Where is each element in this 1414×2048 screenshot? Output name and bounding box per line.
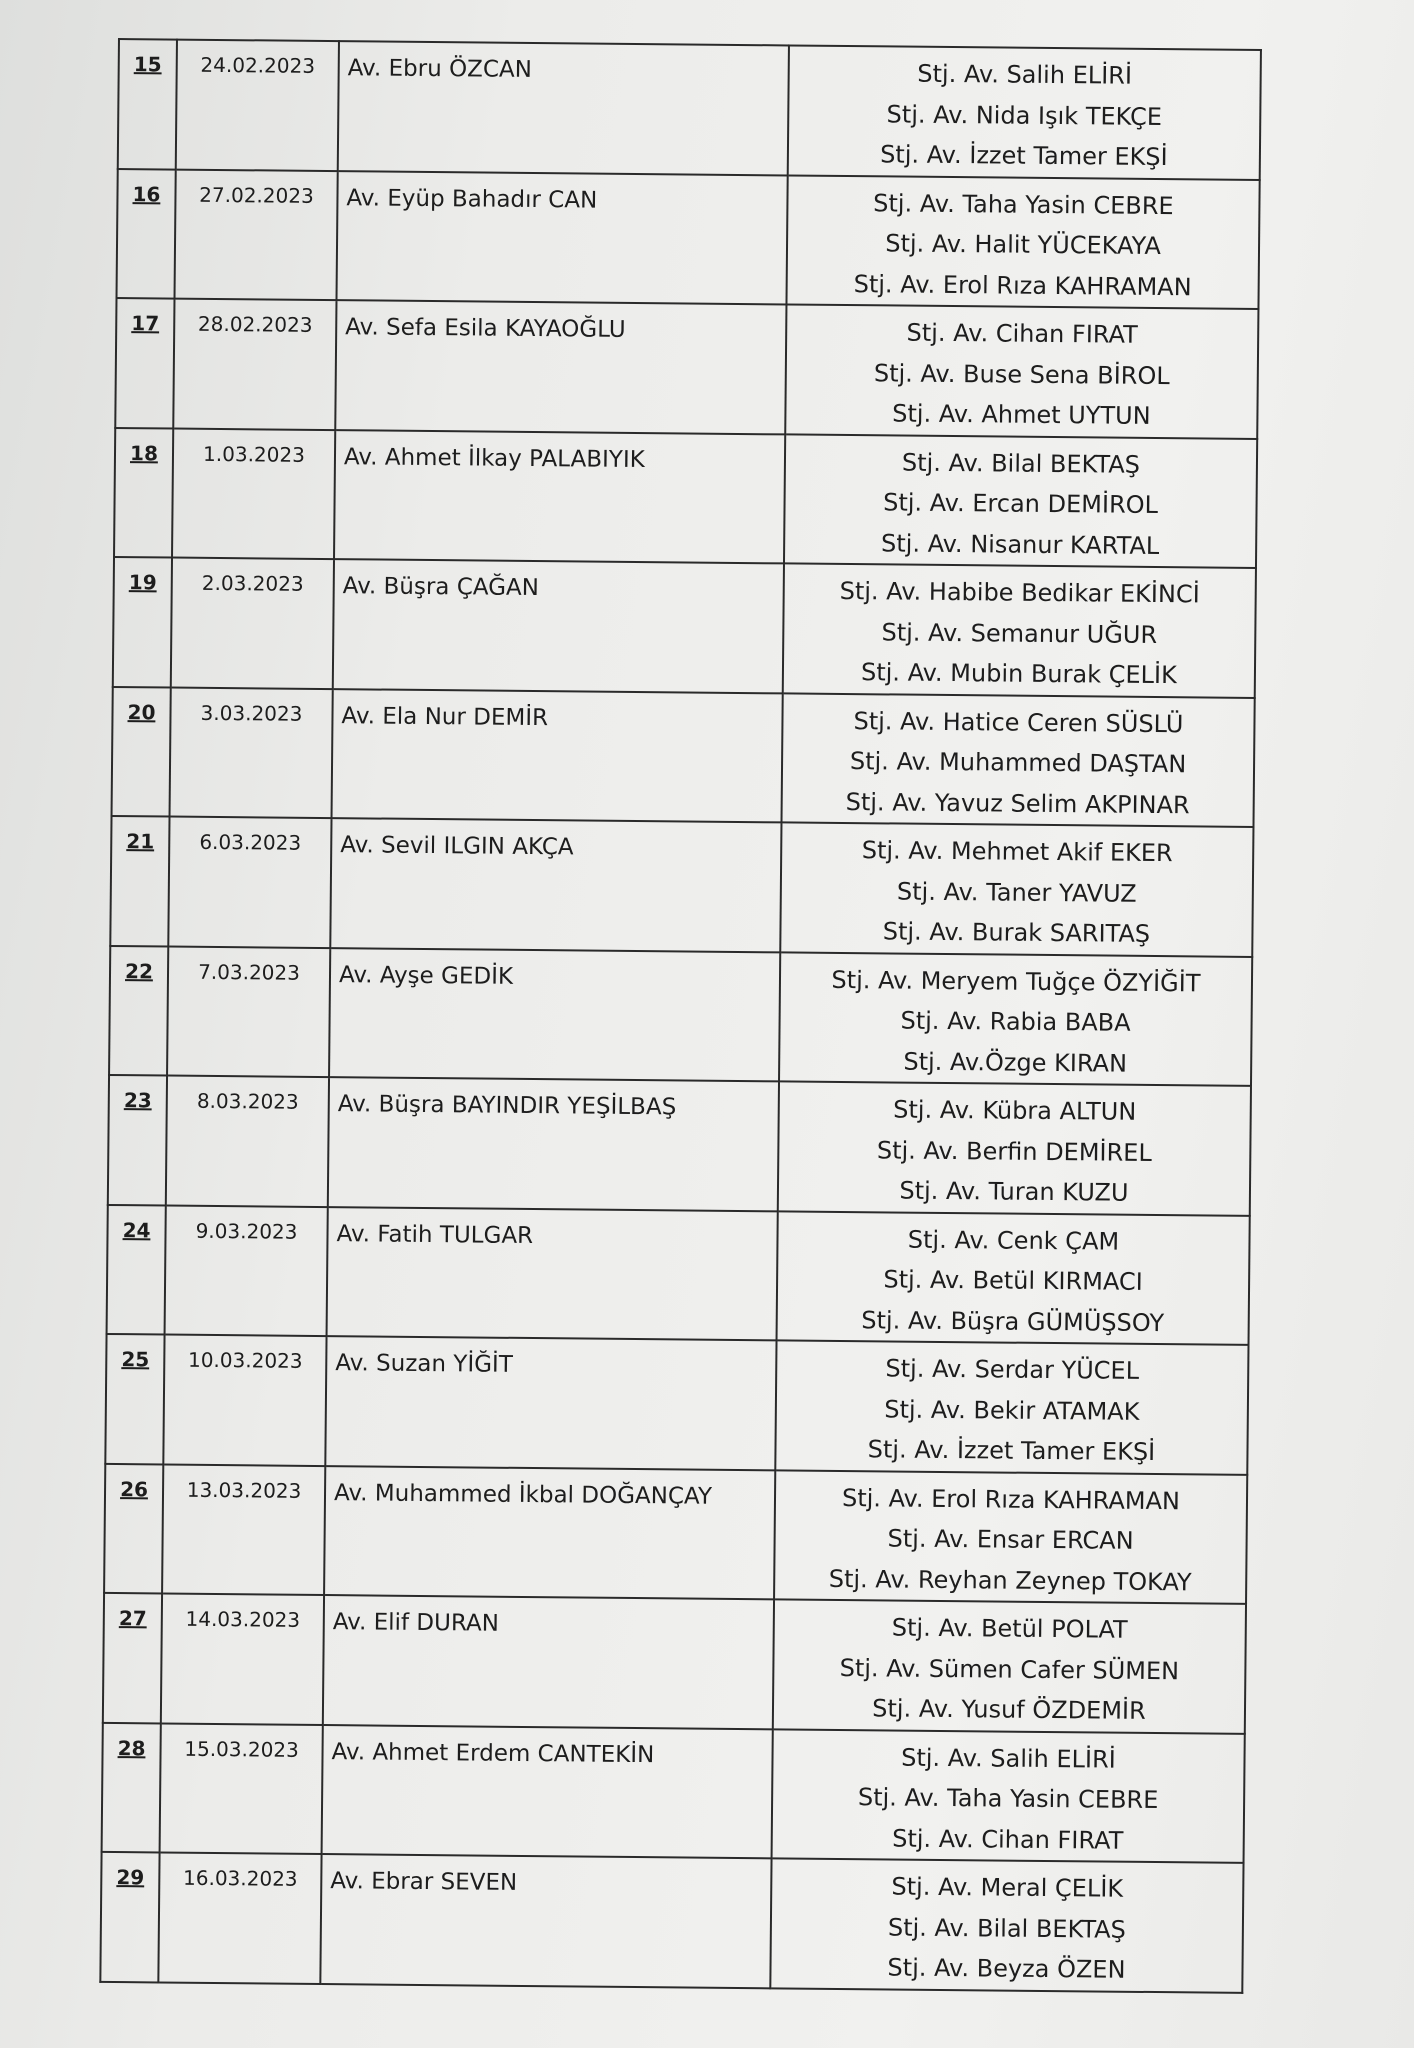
lawyer-cell xyxy=(333,559,784,693)
lawyer-cell xyxy=(327,1207,778,1341)
interns-cell xyxy=(770,1858,1243,1992)
intern-name: Stj. Av. Taha Yasin CEBRE xyxy=(857,1783,1159,1815)
date-cell xyxy=(173,299,336,430)
row-number: 29 xyxy=(116,1865,145,1890)
date-cell xyxy=(165,1205,328,1336)
lawyer-cell xyxy=(329,948,780,1082)
lawyer-cell xyxy=(322,1725,773,1859)
interns-cell xyxy=(774,1470,1247,1604)
lawyer-cell xyxy=(324,1466,775,1600)
intern-name: Stj. Av. Ensar ERCAN xyxy=(887,1524,1134,1555)
row-number-cell xyxy=(117,169,176,299)
row-number: 15 xyxy=(133,52,162,77)
lawyer-cell xyxy=(334,430,785,564)
interns-cell xyxy=(772,1729,1245,1863)
interns-cell xyxy=(775,1340,1248,1474)
lawyer-name: Av. Muhammed İkbal DOĞANÇAY xyxy=(333,1479,713,1510)
intern-name: Stj. Av. Bekir ATAMAK xyxy=(884,1394,1140,1426)
intern-list xyxy=(773,1730,1244,1862)
lawyer-name: Av. Elif DURAN xyxy=(332,1609,500,1637)
table-row xyxy=(118,39,1261,179)
intern-name: Stj. Av.Özge KIRAN xyxy=(903,1047,1128,1078)
date-cell xyxy=(160,1723,323,1854)
intern-name: Stj. Av. Nisanur KARTAL xyxy=(880,528,1160,560)
intern-name: Stj. Av. Kübra ALTUN xyxy=(893,1095,1137,1126)
row-number-cell xyxy=(109,945,168,1075)
intern-list xyxy=(783,694,1254,826)
intern-name: Stj. Av. Betül POLAT xyxy=(891,1613,1128,1644)
intern-name: Stj. Av. Burak SARITAŞ xyxy=(882,917,1151,948)
duty-date: 28.02.2023 xyxy=(197,311,313,337)
date-cell xyxy=(166,1076,329,1207)
intern-name: Stj. Av. İzzet Tamer EKŞİ xyxy=(880,140,1168,172)
row-number: 25 xyxy=(121,1347,150,1372)
interns-cell xyxy=(784,434,1257,568)
intern-name: Stj. Av. Serdar YÜCEL xyxy=(885,1354,1140,1385)
lawyer-name: Av. Büşra ÇAĞAN xyxy=(342,573,540,602)
lawyer-name: Av. Ebru ÖZCAN xyxy=(347,55,533,83)
lawyer-cell xyxy=(338,41,789,175)
intern-name: Stj. Av. Bilal BEKTAŞ xyxy=(901,448,1141,479)
date-cell xyxy=(171,558,334,689)
row-number: 18 xyxy=(129,440,159,465)
intern-name: Stj. Av. Meral ÇELİK xyxy=(891,1872,1124,1903)
intern-name: Stj. Av. Nida Işık TEKÇE xyxy=(886,99,1163,131)
duty-date: 8.03.2023 xyxy=(196,1088,299,1114)
row-number: 17 xyxy=(131,311,160,336)
row-number-cell xyxy=(107,1204,166,1334)
intern-name: Stj. Av. Yavuz Selim AKPINAR xyxy=(845,787,1190,819)
intern-name: Stj. Av. Erol Rıza KAHRAMAN xyxy=(853,269,1192,301)
intern-name: Stj. Av. Sümen Cafer SÜMEN xyxy=(839,1653,1180,1685)
intern-name: Stj. Av. Cihan FIRAT xyxy=(906,318,1138,349)
row-number-cell xyxy=(105,1334,164,1464)
date-cell xyxy=(163,1335,326,1466)
lawyer-name: Av. Ela Nur DEMİR xyxy=(341,702,549,731)
intern-name: Stj. Av. Mubin Burak ÇELİK xyxy=(860,658,1177,690)
table-row xyxy=(112,686,1255,826)
intern-name: Stj. Av. Büşra GÜMÜŞSOY xyxy=(861,1305,1165,1337)
interns-cell xyxy=(777,1211,1250,1345)
intern-list xyxy=(789,46,1260,178)
lawyer-name: Av. Fatih TULGAR xyxy=(336,1220,534,1249)
intern-name: Stj. Av. Salih ELİRİ xyxy=(901,1743,1116,1774)
intern-list xyxy=(774,1600,1245,1732)
intern-list xyxy=(780,953,1251,1085)
intern-name: Stj. Av. Habibe Bedikar EKİNCİ xyxy=(839,576,1200,609)
table-row xyxy=(100,1852,1243,1992)
row-number-cell xyxy=(102,1722,161,1852)
table-row xyxy=(109,945,1252,1085)
date-cell xyxy=(172,428,335,559)
row-number: 21 xyxy=(126,829,155,854)
table-row xyxy=(107,1204,1250,1344)
intern-name: Stj. Av. Taner YAVUZ xyxy=(896,877,1137,908)
interns-cell xyxy=(778,1081,1251,1215)
intern-name: Stj. Av. Halit YÜCEKAYA xyxy=(885,229,1161,261)
row-number-cell xyxy=(113,557,172,687)
row-number-cell xyxy=(100,1852,159,1982)
intern-name: Stj. Av. Bilal BEKTAŞ xyxy=(887,1912,1126,1944)
lawyer-cell xyxy=(325,1336,776,1470)
lawyer-name: Av. Ayşe GEDİK xyxy=(338,961,514,990)
intern-list xyxy=(787,176,1258,308)
table-row xyxy=(103,1593,1246,1733)
intern-list xyxy=(776,1341,1247,1473)
table-row xyxy=(114,427,1257,567)
table-row xyxy=(115,298,1258,438)
intern-name: Stj. Av. İzzet Tamer EKŞİ xyxy=(867,1435,1156,1467)
row-number: 26 xyxy=(120,1476,149,1501)
row-number-cell xyxy=(112,686,171,816)
lawyer-name: Av. Sefa Esila KAYAOĞLU xyxy=(345,314,626,343)
duty-date: 1.03.2023 xyxy=(202,441,306,467)
row-number: 16 xyxy=(132,181,161,206)
intern-name: Stj. Av. Mehmet Akif EKER xyxy=(861,836,1173,868)
interns-cell xyxy=(773,1599,1246,1733)
intern-name: Stj. Av. Salih ELİRİ xyxy=(917,59,1133,90)
date-cell xyxy=(158,1852,321,1983)
table-row xyxy=(108,1075,1251,1215)
date-cell xyxy=(161,1593,324,1724)
intern-name: Stj. Av. Hatice Ceren SÜSLÜ xyxy=(853,706,1184,738)
date-cell xyxy=(170,687,333,818)
row-number: 22 xyxy=(125,958,154,983)
interns-cell xyxy=(780,822,1253,956)
table-row xyxy=(105,1334,1248,1474)
table-row xyxy=(104,1463,1247,1603)
date-cell xyxy=(167,946,330,1077)
intern-name: Stj. Av. Berfin DEMİREL xyxy=(876,1135,1152,1167)
lawyer-cell xyxy=(323,1595,774,1729)
table-row xyxy=(113,557,1256,697)
intern-name: Stj. Av. Meryem Tuğçe ÖZYİĞİT xyxy=(831,965,1201,997)
interns-cell xyxy=(788,45,1261,179)
lawyer-name: Av. Ahmet Erdem CANTEKİN xyxy=(331,1738,655,1768)
row-number-cell xyxy=(103,1593,162,1723)
duty-date: 10.03.2023 xyxy=(187,1347,303,1373)
table-row xyxy=(102,1722,1245,1862)
intern-list xyxy=(775,1471,1246,1603)
duty-date: 7.03.2023 xyxy=(198,959,301,985)
lawyer-name: Av. Ebrar SEVEN xyxy=(330,1868,518,1896)
duty-date: 2.03.2023 xyxy=(201,570,304,596)
table-row xyxy=(110,816,1253,956)
duty-date: 9.03.2023 xyxy=(195,1218,298,1244)
row-number: 27 xyxy=(118,1606,147,1631)
intern-list xyxy=(778,1212,1249,1344)
duty-roster-table xyxy=(99,38,1262,1993)
date-cell xyxy=(162,1464,325,1595)
table-row xyxy=(117,169,1260,309)
intern-name: Stj. Av. Reyhan Zeynep TOKAY xyxy=(828,1564,1192,1596)
intern-name: Stj. Av. Cihan FIRAT xyxy=(892,1824,1124,1855)
date-cell xyxy=(176,40,339,171)
lawyer-cell xyxy=(328,1077,779,1211)
lawyer-cell xyxy=(320,1854,771,1988)
date-cell xyxy=(175,169,338,300)
duty-date: 6.03.2023 xyxy=(199,829,302,855)
duty-date: 3.03.2023 xyxy=(200,700,303,726)
row-number-cell xyxy=(115,298,174,428)
intern-name: Stj. Av. Cenk ÇAM xyxy=(907,1225,1120,1256)
intern-name: Stj. Av. Ercan DEMİROL xyxy=(883,488,1159,520)
duty-date: 24.02.2023 xyxy=(200,52,316,78)
roster-body xyxy=(100,39,1261,1992)
intern-list xyxy=(771,1859,1242,1991)
row-number-cell xyxy=(110,816,169,946)
duty-date: 27.02.2023 xyxy=(199,182,314,208)
row-number-cell xyxy=(118,39,177,169)
lawyer-cell xyxy=(335,300,786,434)
intern-name: Stj. Av. Rabia BABA xyxy=(900,1006,1131,1037)
interns-cell xyxy=(782,693,1255,827)
duty-date: 16.03.2023 xyxy=(182,1865,298,1891)
lawyer-cell xyxy=(336,171,787,305)
row-number: 20 xyxy=(127,699,156,724)
duty-date: 14.03.2023 xyxy=(185,1606,301,1632)
intern-name: Stj. Av. Erol Rıza KAHRAMAN xyxy=(841,1483,1181,1515)
intern-name: Stj. Av. Beyza ÖZEN xyxy=(887,1953,1126,1984)
intern-name: Stj. Av. Turan KUZU xyxy=(899,1176,1129,1207)
lawyer-name: Av. Suzan YİĞİT xyxy=(335,1350,513,1378)
document-sheet xyxy=(99,38,1262,1993)
intern-name: Stj. Av. Taha Yasin CEBRE xyxy=(873,188,1174,220)
date-cell xyxy=(168,817,331,948)
row-number: 28 xyxy=(117,1735,146,1760)
interns-cell xyxy=(783,563,1256,697)
duty-date: 13.03.2023 xyxy=(186,1477,302,1503)
row-number-cell xyxy=(108,1075,167,1205)
intern-name: Stj. Av. Yusuf ÖZDEMİR xyxy=(872,1694,1146,1725)
interns-cell xyxy=(779,952,1252,1086)
intern-name: Stj. Av. Buse Sena BİROL xyxy=(873,358,1170,390)
intern-list xyxy=(785,435,1256,567)
lawyer-name: Av. Sevil ILGIN AKÇA xyxy=(340,832,574,861)
intern-list xyxy=(784,564,1255,696)
intern-list xyxy=(779,1082,1250,1214)
interns-cell xyxy=(786,175,1259,309)
lawyer-name: Av. Ahmet İlkay PALABIYIK xyxy=(343,443,645,473)
lawyer-cell xyxy=(330,818,781,952)
intern-list xyxy=(786,305,1257,437)
intern-name: Stj. Av. Semanur UĞUR xyxy=(881,617,1158,649)
duty-date: 15.03.2023 xyxy=(184,1736,299,1762)
row-number: 23 xyxy=(123,1088,152,1113)
intern-list xyxy=(781,823,1252,955)
row-number-cell xyxy=(114,427,173,557)
interns-cell xyxy=(785,304,1258,438)
lawyer-cell xyxy=(332,689,783,823)
intern-name: Stj. Av. Muhammed DAŞTAN xyxy=(849,747,1187,779)
lawyer-name: Av. Eyüp Bahadır CAN xyxy=(346,184,598,214)
row-number: 24 xyxy=(122,1217,151,1242)
row-number-cell xyxy=(104,1463,163,1593)
intern-name: Stj. Av. Betül KIRMACI xyxy=(883,1265,1143,1296)
intern-name: Stj. Av. Ahmet UYTUN xyxy=(892,399,1151,430)
lawyer-name: Av. Büşra BAYINDIR YEŞİLBAŞ xyxy=(337,1091,677,1121)
row-number: 19 xyxy=(128,570,157,595)
